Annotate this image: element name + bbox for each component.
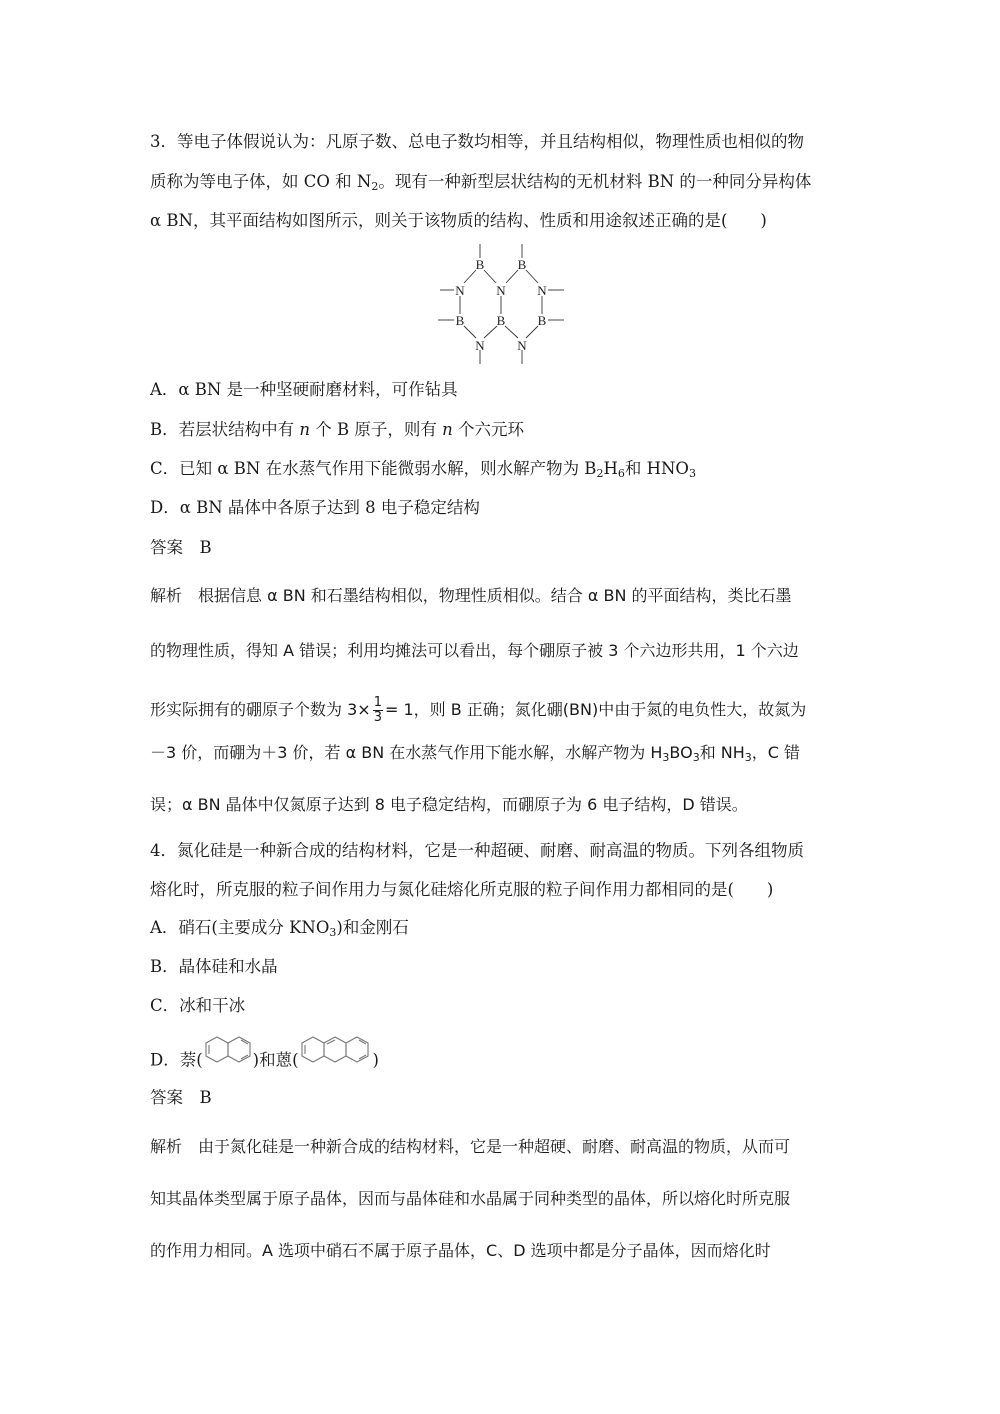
q3-stem-line-2-b: 。现有一种新型层状结构的无机材料 BN 的一种同分异构体: [378, 172, 812, 191]
q3-analysis-line-1: 解析 根据信息 α BN 和石墨结构相似，物理性质相似。结合 α BN 的平面结构，类比石墨: [150, 586, 792, 605]
q4-analysis-line-3: 的作用力相同。A 选项中硝石不属于原子晶体，C、D 选项中都是分子晶体，因而熔化时: [150, 1241, 771, 1260]
alpha-bn-structure-diagram: [420, 238, 580, 368]
q3-option-b-mid: 个 B 原子，则有: [310, 420, 443, 439]
atom-n: N: [475, 338, 485, 353]
q3-analysis-l4-mid: 和 NH: [699, 743, 745, 762]
q4-option-a-sub: 3: [329, 926, 337, 939]
q4-stem-line-2: 熔化时，所克服的粒子间作用力与氮化硅熔化所克服的粒子间作用力都相同的是( ): [150, 880, 774, 899]
q3-analysis-line-5: 误；α BN 晶体中仅氮原子达到 8 电子稳定结构，而硼原子为 6 电子结构，D 错误。: [150, 795, 748, 814]
atom-n: N: [455, 283, 465, 298]
atom-b: B: [517, 257, 527, 272]
q3-option-b-n2: n: [442, 420, 453, 439]
q4-option-c: C．冰和干冰: [150, 996, 246, 1015]
q3-option-c-h: H: [603, 459, 618, 478]
q3-option-c-sub2: 6: [617, 467, 625, 480]
q3-option-c-mid: 和 HNO: [624, 459, 689, 478]
q3-analysis-l4-sub1: 3: [662, 751, 670, 764]
atom-n: N: [496, 283, 506, 298]
q3-stem-line-2: [150, 172, 811, 192]
q4-option-d-mid: )和蒽(: [252, 1050, 299, 1070]
q3-analysis-l4-sub2: 3: [692, 751, 700, 764]
q4-option-d-post: ): [372, 1050, 379, 1070]
q3-answer: 答案 B: [150, 538, 212, 557]
q3-option-b-pre: B．若层状结构中有: [150, 420, 300, 439]
q3-option-c-sub1: 2: [596, 467, 604, 480]
q3-option-d: D．α BN 晶体中各原子达到 8 电子稳定结构: [150, 498, 480, 517]
q3-option-a: A．α BN 是一种坚硬耐磨材料，可作钻具: [150, 380, 458, 399]
q4-analysis-line-2: 知其晶体类型属于原子晶体，因而与晶体硅和水晶属于同种类型的晶体，所以熔化时所克服: [150, 1189, 791, 1208]
q3-analysis-l3-post: = 1，则 B 正确；氮化硼(BN)中由于氮的电负性大，故氮为: [384, 700, 807, 719]
atom-b: B: [496, 313, 506, 328]
atom-b: B: [455, 313, 465, 328]
q3-option-c: [150, 459, 696, 479]
q3-analysis-l4-post: ，C 错: [751, 743, 801, 762]
q4-option-b: B．晶体硅和水晶: [150, 957, 278, 976]
q4-option-a-pre: A．硝石(主要成分 KNO: [150, 918, 330, 937]
q3-stem-line-3: α BN，其平面结构如图所示，则关于该物质的结构、性质和用途叙述正确的是( ): [150, 211, 767, 230]
q3-option-b-n1: n: [299, 420, 311, 439]
q4-option-d: [150, 1046, 379, 1076]
q4-stem-line-1: 4．氮化硅是一种新合成的结构材料，它是一种超硬、耐磨、耐高温的物质。下列各组物质: [150, 841, 804, 860]
q3-analysis-l4-pre: －3 价，而硼为＋3 价，若 α BN 在水蒸气作用下能水解，水解产物为 H: [150, 743, 663, 762]
fraction-denominator: 3: [373, 710, 382, 725]
anthracene-structure-icon: [299, 1034, 373, 1076]
q3-stem-line-1: 3．等电子体假说认为：凡原子数、总电子数均相等，并且结构相似，物理性质也相似的物: [150, 132, 804, 151]
q3-option-c-pre: C．已知 α BN 在水蒸气作用下能微弱水解，则水解产物为 B: [150, 459, 597, 478]
q3-analysis-line-2: 的物理性质，得知 A 错误；利用均摊法可以看出，每个硼原子被 3 个六边形共用，1 个六边: [150, 641, 799, 660]
q3-stem-line-2-a: 质称为等电子体，如 CO 和 N: [150, 172, 372, 191]
q3-option-c-sub3: 3: [688, 467, 696, 480]
q3-analysis-line-4: [150, 743, 800, 763]
q4-option-d-pre: D．萘(: [150, 1050, 203, 1070]
atom-n: N: [517, 338, 527, 353]
naphthalene-structure-icon: [203, 1034, 253, 1076]
q4-analysis-line-1: 解析 由于氮化硅是一种新合成的结构材料，它是一种超硬、耐磨、耐高温的物质，从而可: [150, 1137, 791, 1156]
q3-analysis-line-3: [150, 690, 806, 730]
q4-option-a-post: )和金刚石: [336, 918, 409, 937]
q4-option-a: [150, 918, 409, 938]
atom-b: B: [537, 313, 547, 328]
q3-option-b: [150, 420, 524, 440]
q3-analysis-l4-sub3: 3: [744, 751, 752, 764]
atom-n: N: [537, 283, 547, 298]
q3-n2-subscript: 2: [371, 180, 379, 193]
fraction-one-third: [373, 696, 383, 725]
q4-answer: 答案 B: [150, 1088, 212, 1107]
q3-analysis-l3-pre: 形实际拥有的硼原子个数为 3×: [150, 700, 371, 719]
atom-b: B: [475, 257, 485, 272]
q3-analysis-l4-bo: BO: [669, 743, 693, 762]
q3-option-b-post: 个六元环: [452, 420, 525, 439]
fraction-numerator: 1: [373, 695, 382, 710]
